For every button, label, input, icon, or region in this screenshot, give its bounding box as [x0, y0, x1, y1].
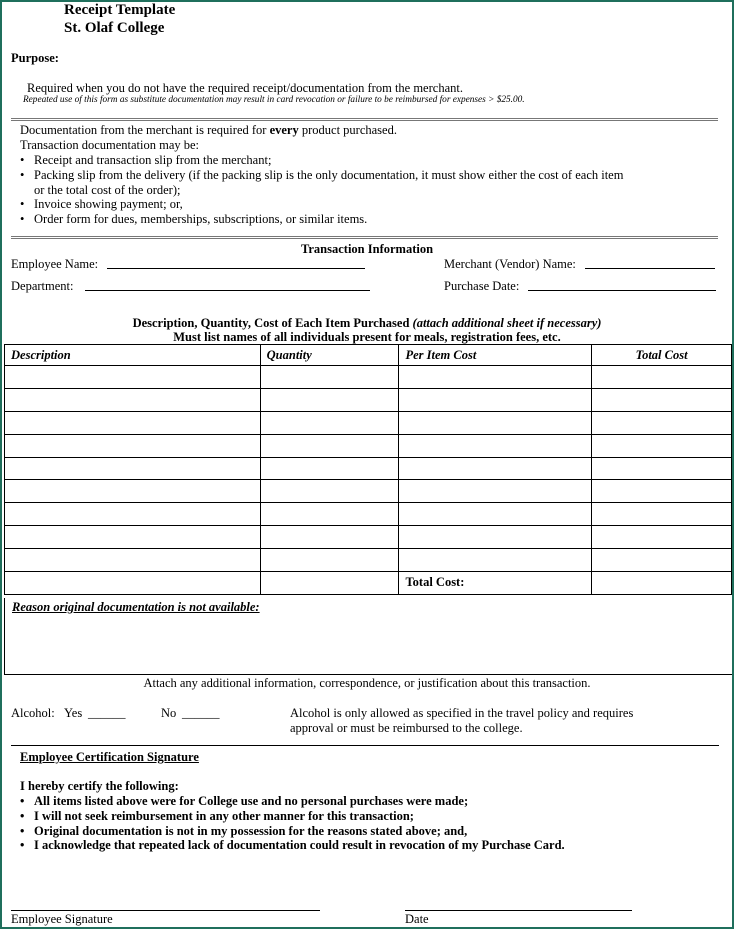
table-row — [5, 503, 732, 526]
table-row — [5, 549, 732, 572]
table-row — [5, 480, 732, 503]
per-item-cost-cell[interactable] — [399, 411, 592, 434]
purpose-label: Purpose: — [11, 51, 59, 65]
merchant-name-field[interactable] — [585, 268, 715, 269]
per-item-cost-cell[interactable] — [399, 549, 592, 572]
per-item-cost-cell[interactable] — [399, 366, 592, 389]
quantity-cell[interactable] — [260, 434, 399, 457]
transaction-heading: Transaction Information — [300, 242, 434, 256]
list-item: • Receipt and transaction slip from the merchant; — [20, 153, 720, 168]
column-header-description: Description — [5, 345, 261, 366]
description-cell[interactable] — [5, 503, 261, 526]
description-cell[interactable] — [5, 366, 261, 389]
list-item: • Packing slip from the delivery (if the packing slip is the only documentation, it must show either the cost of each item — [20, 168, 720, 183]
table-row — [5, 526, 732, 549]
description-cell[interactable] — [5, 411, 261, 434]
table-row — [5, 366, 732, 389]
certification-list — [20, 794, 720, 853]
description-cell[interactable] — [5, 572, 261, 595]
items-table — [4, 344, 732, 595]
employee-signature-field[interactable] — [11, 910, 320, 911]
quantity-cell[interactable] — [260, 503, 399, 526]
purpose-text: Required when you do not have the required receipt/documentation from the merchant. — [27, 81, 463, 95]
alcohol-yes-field[interactable]: ______ — [88, 706, 126, 720]
merchant-name-label: Merchant (Vendor) Name: — [444, 257, 576, 271]
alcohol-yes-label: Yes — [64, 706, 83, 720]
column-header-quantity: Quantity — [260, 345, 399, 366]
per-item-cost-cell[interactable] — [399, 480, 592, 503]
total-cost-cell[interactable] — [592, 480, 732, 503]
total-cost-cell[interactable] — [592, 388, 732, 411]
documentation-list — [20, 153, 720, 227]
total-cost-label: Total Cost: — [399, 572, 592, 595]
total-cost-cell[interactable] — [592, 366, 732, 389]
table-row — [5, 411, 732, 434]
department-field[interactable] — [85, 290, 370, 291]
reason-box[interactable] — [4, 598, 733, 675]
certification-intro: I hereby certify the following: — [20, 779, 179, 793]
description-cell[interactable] — [5, 388, 261, 411]
quantity-cell[interactable] — [260, 388, 399, 411]
per-item-cost-cell[interactable] — [399, 457, 592, 480]
quantity-cell[interactable] — [260, 549, 399, 572]
total-cost-cell[interactable] — [592, 526, 732, 549]
college-name: St. Olaf College — [64, 20, 165, 36]
employee-signature-label: Employee Signature — [11, 912, 113, 926]
alcohol-label: Alcohol: — [11, 706, 55, 720]
quantity-cell[interactable] — [260, 572, 399, 595]
quantity-cell[interactable] — [260, 457, 399, 480]
items-heading: Description, Quantity, Cost of Each Item Purchased (attach additional sheet if necessary) — [132, 316, 602, 330]
documentation-required-text: Documentation from the merchant is required for every product purchased. — [20, 123, 397, 137]
per-item-cost-cell[interactable] — [399, 388, 592, 411]
description-cell[interactable] — [5, 549, 261, 572]
reason-label: Reason original documentation is not available: — [12, 600, 260, 614]
per-item-cost-cell[interactable] — [399, 434, 592, 457]
total-cost-cell[interactable] — [592, 549, 732, 572]
description-cell[interactable] — [5, 526, 261, 549]
items-subheading: Must list names of all individuals present for meals, registration fees, etc. — [173, 330, 561, 344]
purpose-note: Repeated use of this form as substitute documentation may result in card revocation or failure to be reimbursed for expenses > $25.00. — [23, 95, 525, 105]
documentation-may-be-text: Transaction documentation may be: — [20, 138, 200, 152]
list-item: • I acknowledge that repeated lack of documentation could result in revocation of my Purchase Card. — [20, 838, 720, 853]
purchase-date-label: Purchase Date: — [444, 279, 520, 293]
description-cell[interactable] — [5, 457, 261, 480]
alcohol-note-line1: Alcohol is only allowed as specified in the travel policy and requires — [290, 706, 634, 720]
divider — [11, 745, 719, 746]
list-item: • Original documentation is not in my possession for the reasons stated above; and, — [20, 824, 720, 839]
alcohol-no-field[interactable]: ______ — [182, 706, 220, 720]
list-item: • Order form for dues, memberships, subscriptions, or similar items. — [20, 212, 720, 227]
per-item-cost-cell[interactable] — [399, 503, 592, 526]
list-item: • All items listed above were for College use and no personal purchases were made; — [20, 794, 720, 809]
table-row — [5, 434, 732, 457]
divider — [11, 118, 718, 121]
total-row — [5, 572, 732, 595]
description-cell[interactable] — [5, 434, 261, 457]
divider — [11, 236, 718, 239]
column-header-per-item-cost: Per Item Cost — [399, 345, 592, 366]
purchase-date-field[interactable] — [528, 290, 716, 291]
quantity-cell[interactable] — [260, 480, 399, 503]
attach-note: Attach any additional information, correspondence, or justification about this transaction. — [143, 676, 591, 690]
form-title: Receipt Template — [64, 2, 176, 18]
certification-heading: Employee Certification Signature — [20, 750, 199, 764]
table-row — [5, 388, 732, 411]
alcohol-no-label: No — [161, 706, 177, 720]
alcohol-note-line2: approval or must be reimbursed to the college. — [290, 721, 523, 735]
employee-name-label: Employee Name: — [11, 257, 99, 271]
date-field[interactable] — [405, 910, 632, 911]
total-cost-cell[interactable] — [592, 457, 732, 480]
column-header-total-cost: Total Cost — [592, 345, 732, 366]
description-cell[interactable] — [5, 480, 261, 503]
per-item-cost-cell[interactable] — [399, 526, 592, 549]
quantity-cell[interactable] — [260, 411, 399, 434]
list-item-continuation: or the total cost of the order); — [34, 182, 181, 197]
date-label: Date — [405, 912, 429, 926]
table-row — [5, 457, 732, 480]
total-cost-cell[interactable] — [592, 434, 732, 457]
total-cost-cell[interactable] — [592, 503, 732, 526]
total-cost-cell[interactable] — [592, 411, 732, 434]
table-header-row — [5, 345, 732, 366]
quantity-cell[interactable] — [260, 526, 399, 549]
list-item: • Invoice showing payment; or, — [20, 197, 720, 212]
department-label: Department: — [11, 279, 74, 293]
employee-name-field[interactable] — [107, 268, 365, 269]
list-item: • I will not seek reimbursement in any other manner for this transaction; — [20, 809, 720, 824]
quantity-cell[interactable] — [260, 366, 399, 389]
grand-total-cell[interactable] — [592, 572, 732, 595]
